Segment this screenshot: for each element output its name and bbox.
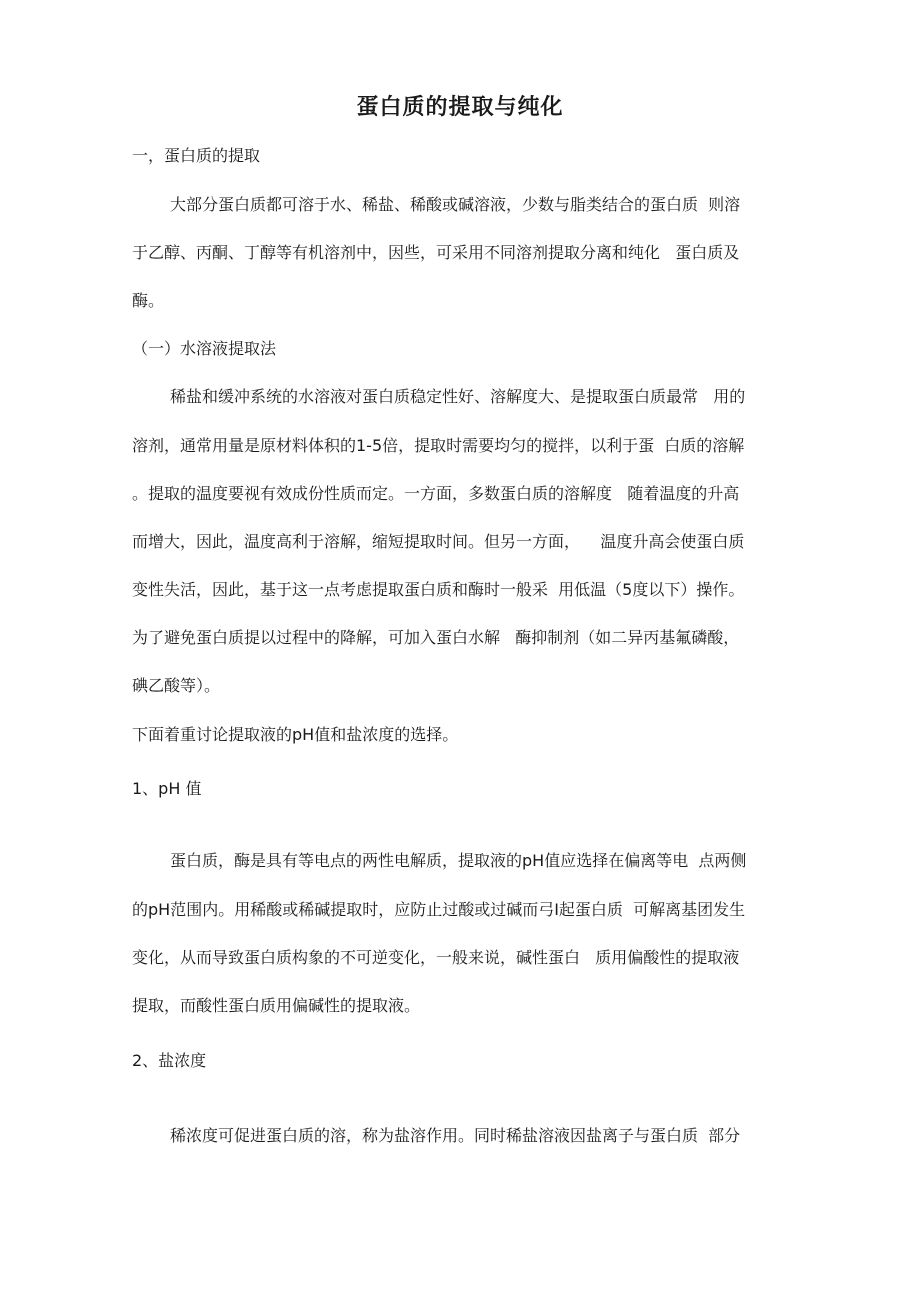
paragraph-line: 的pH范围内。用稀酸或稀碱提取时，应防止过酸或过碱而弓I起蛋白质 可解离基团发生 [132,900,746,919]
numbered-heading-salt: 2、盐浓度 [132,1051,207,1070]
section-heading-extraction: 一，蛋白质的提取 [132,146,261,165]
paragraph-line: 。提取的温度要视有效成份性质而定。一方面，多数蛋白质的溶解度 随着温度的升高 [132,484,740,503]
paragraph-line: 稀浓度可促进蛋白质的溶，称为盐溶作用。同时稀盐溶液因盐离子与蛋白质 部分 [170,1126,741,1145]
numbered-heading-ph: 1、pH 值 [132,779,202,798]
paragraph-line: 大部分蛋白质都可溶于水、稀盐、稀酸或碱溶液，少数与脂类结合的蛋白质 则溶 [170,195,741,214]
paragraph-line: 变性失活，因此，基于这一点考虑提取蛋白质和酶时一般采 用低温（5度以下）操作。 [132,580,745,599]
paragraph-line: 酶。 [132,291,165,310]
paragraph-line: 为了避免蛋白质提以过程中的降解，可加入蛋白水解 酶抑制剂（如二异丙基氟磷酸， [132,628,740,647]
paragraph-line: 于乙醇、丙酮、丁醇等有机溶剂中，因些，可采用不同溶剂提取分离和纯化 蛋白质及 [132,243,740,262]
paragraph-line: 提取，而酸性蛋白质用偏碱性的提取液。 [132,996,421,1015]
subsection-heading-aqueous: （一）水溶液提取法 [132,339,277,358]
paragraph-line: 变化，从而导致蛋白质构象的不可逆变化，一般来说，碱性蛋白 质用偏酸性的提取液 [132,948,740,967]
document-title: 蛋白质的提取与纯化 [356,95,564,120]
paragraph-line: 蛋白质，酶是具有等电点的两性电解质，提取液的pH值应选择在偏离等电 点两侧 [170,851,747,870]
paragraph-line: 下面着重讨论提取液的pH值和盐浓度的选择。 [132,725,459,744]
paragraph-line: 稀盐和缓冲系统的水溶液对蛋白质稳定性好、溶解度大、是提取蛋白质最常 用的 [170,387,746,406]
paragraph-line: 碘乙酸等）。 [132,676,221,695]
paragraph-line: 溶剂，通常用量是原材料体积的1-5倍，提取时需要均匀的搅拌，以利于蛋 白质的溶解 [132,436,745,455]
paragraph-line: 而增大，因此，温度高利于溶解，缩短提取时间。但另一方面， 温度升高会使蛋白质 [132,532,745,551]
